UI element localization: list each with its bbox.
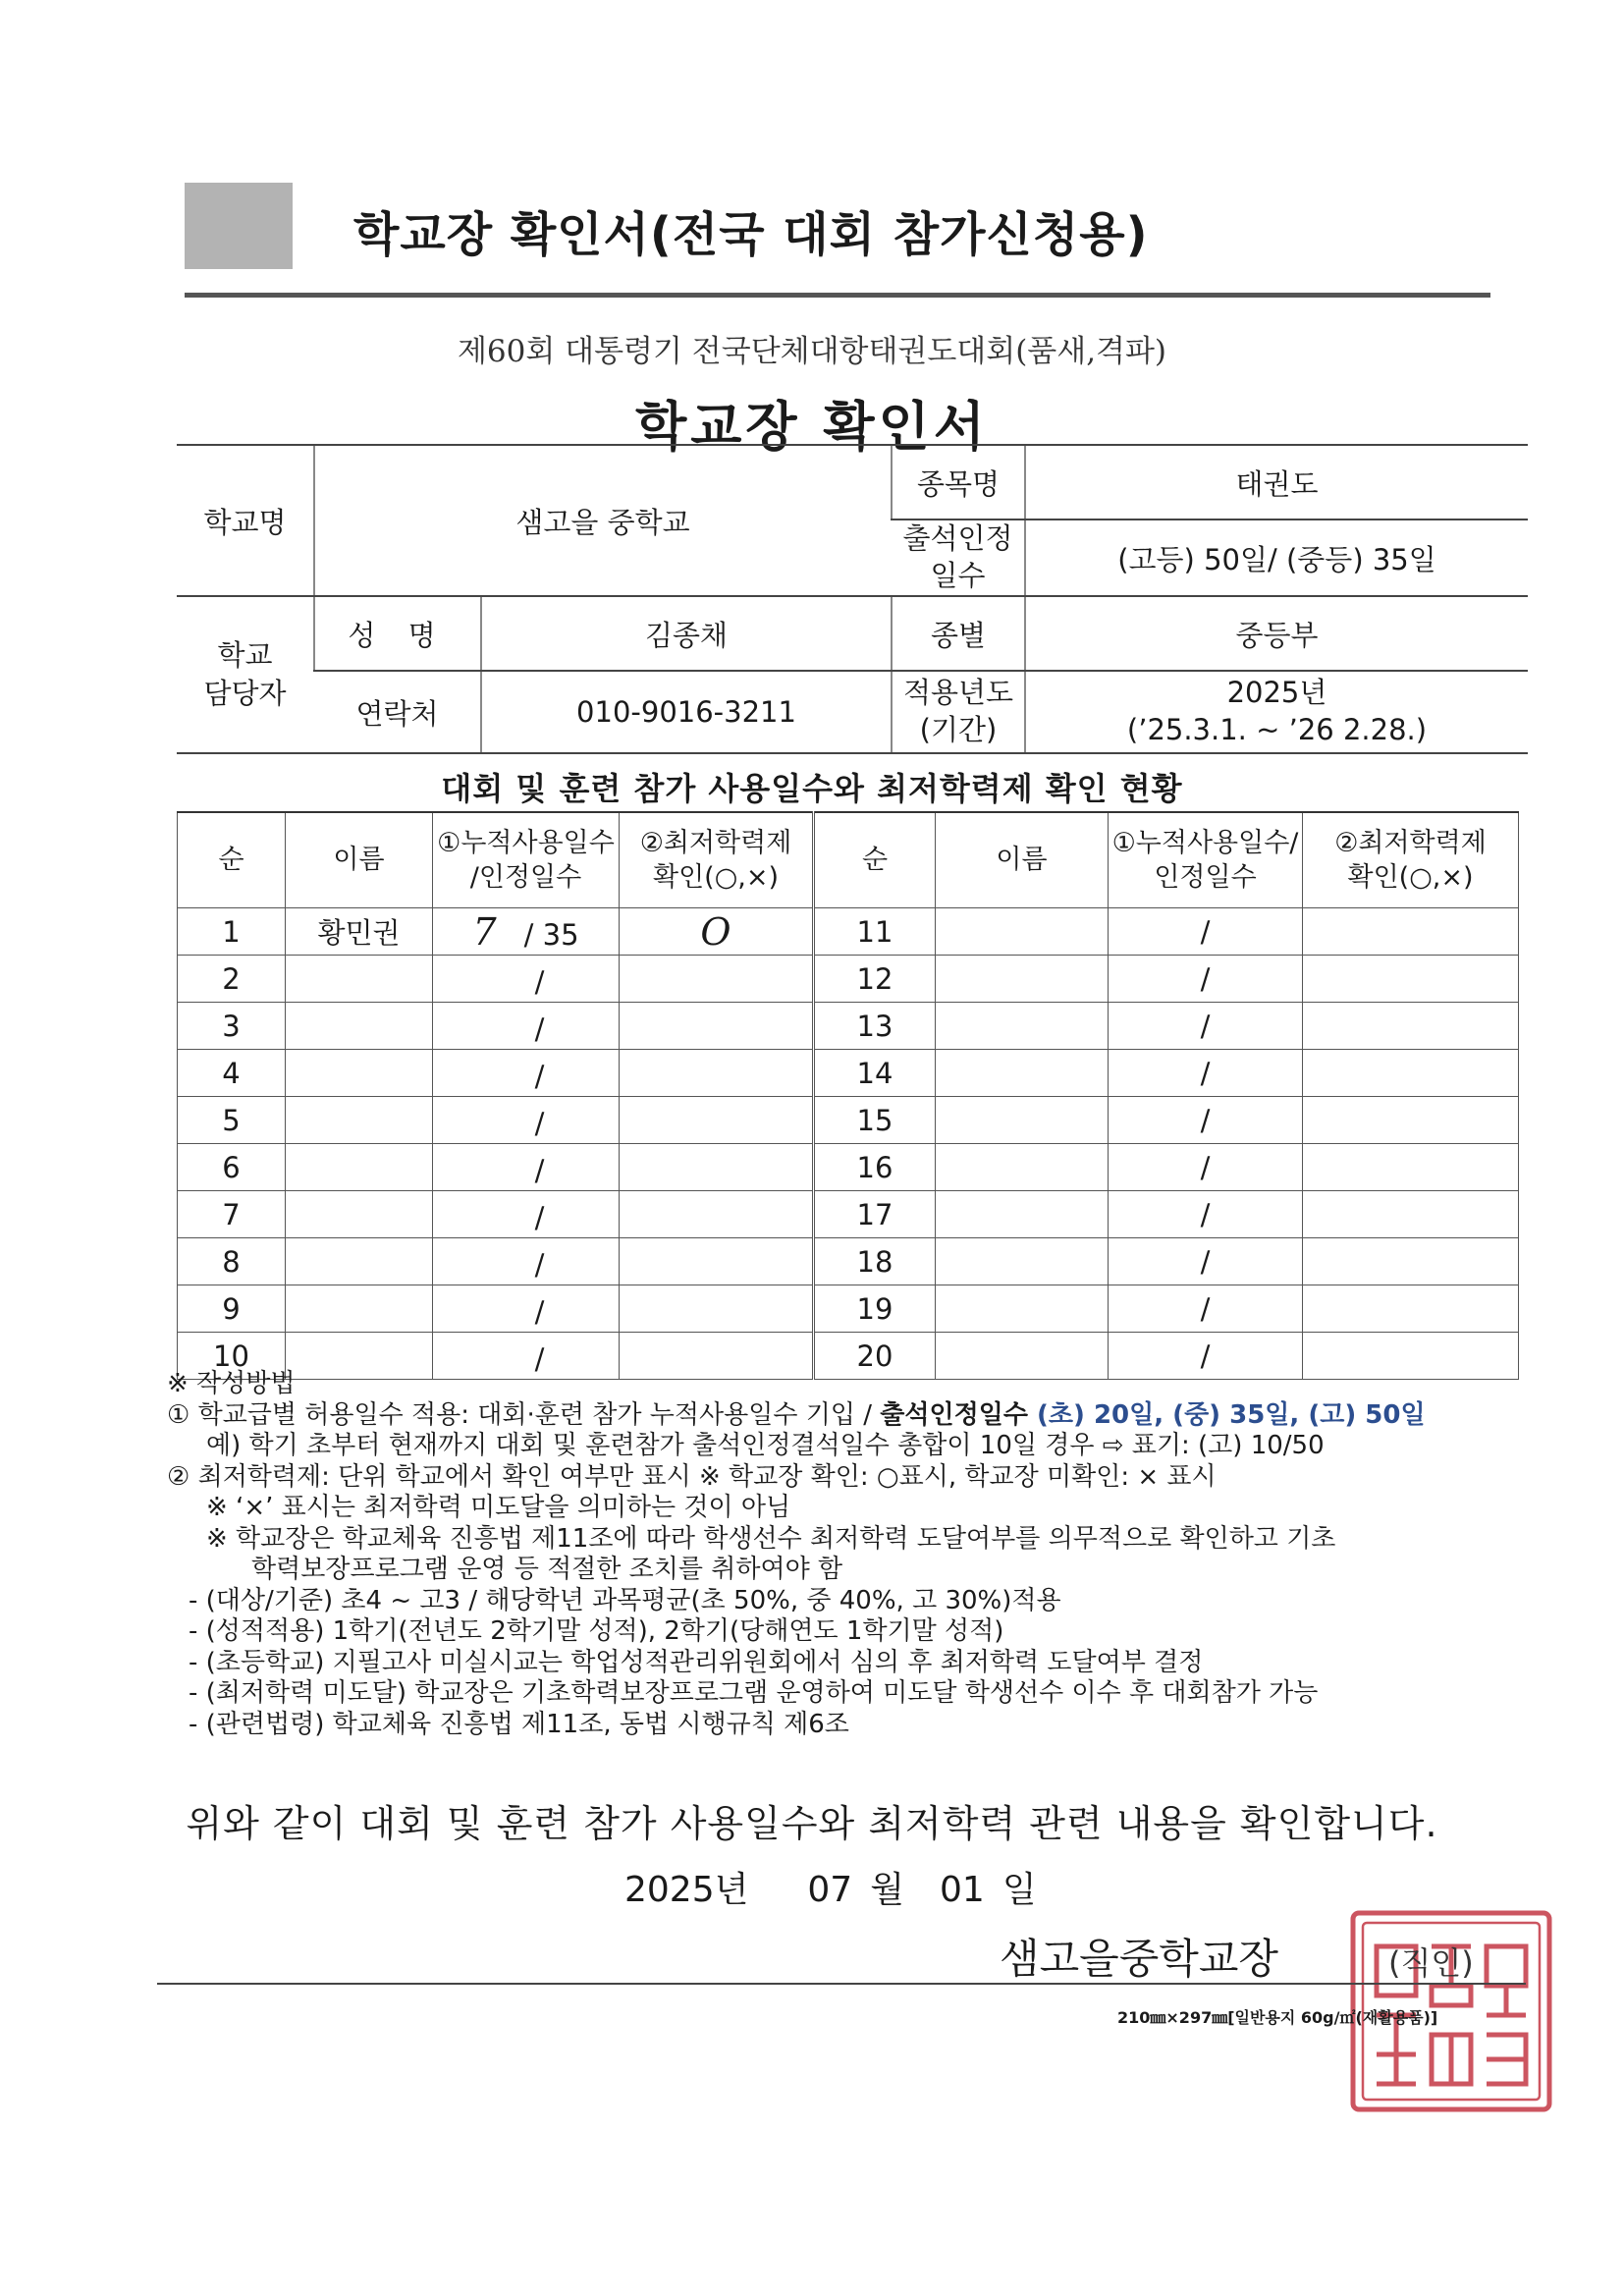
year-value: 2025년 (’25.3.1. ~ ’26 2.28.)	[1025, 671, 1528, 753]
form-header-title: 학교장 확인서(전국 대회 참가신청용)	[353, 207, 1149, 262]
school-name: 샘고을 중학교	[314, 445, 892, 596]
athlete-name	[286, 1191, 433, 1238]
days-allowed: / 35	[523, 917, 579, 952]
row-number-right: 20	[814, 1333, 936, 1380]
academic-check	[620, 1285, 814, 1333]
athlete-name	[286, 956, 433, 1003]
detail-3: - (초등학교) 지필고사 미실시교는 학업성적관리위원회에서 심의 후 최저학력 도달여부 결정	[189, 1647, 1204, 1677]
instructions	[167, 1369, 1542, 1740]
days-allowed: /	[534, 1059, 545, 1093]
days-allowed: /	[534, 1106, 545, 1140]
days-cell	[433, 1050, 620, 1097]
days-allowed: /	[534, 964, 545, 999]
row-number-right: 14	[814, 1050, 936, 1097]
days-right: /	[1109, 1333, 1303, 1380]
date-month: 07	[807, 1870, 853, 1910]
division-label: 종별	[892, 596, 1025, 671]
header-rule	[185, 293, 1490, 298]
days-cell	[433, 1238, 620, 1285]
academic-check-right	[1303, 1144, 1519, 1191]
athlete-name-right	[936, 1238, 1109, 1285]
col-header-check-right: ②최저학력제 확인(○,×)	[1303, 812, 1519, 908]
table-row	[178, 1285, 1519, 1333]
row-number: 3	[178, 1003, 286, 1050]
contact-value: 010-9016-3211	[481, 671, 892, 753]
row-number: 10	[178, 1333, 286, 1380]
academic-check-right	[1303, 1097, 1519, 1144]
days-allowed: /	[534, 1294, 545, 1329]
col-header-no: 순	[178, 812, 286, 908]
days-cell	[433, 908, 620, 956]
academic-check	[620, 956, 814, 1003]
note-2: ② 최저학력제: 단위 학교에서 확인 여부만 표시 ※ 학교장 확인: ○표시, 학교장 미확인: × 표시	[167, 1461, 1217, 1492]
row-number: 6	[178, 1144, 286, 1191]
athlete-name-right	[936, 1097, 1109, 1144]
row-number: 1	[178, 908, 286, 956]
note-1-example: 예) 학기 초부터 현재까지 대회 및 훈련참가 출석인정결석일수 총합이 10일 경우 ⇨ 표기: (고) 10/50	[206, 1431, 1325, 1460]
days-right: /	[1109, 1191, 1303, 1238]
confirmation-statement: 위와 같이 대회 및 훈련 참가 사용일수와 최저학력 관련 내용을 확인합니다.	[186, 1802, 1438, 1845]
row-number: 4	[178, 1050, 286, 1097]
days-cell	[433, 1003, 620, 1050]
days-allowed: /	[534, 1341, 545, 1376]
row-number-right: 19	[814, 1285, 936, 1333]
table-row	[178, 956, 1519, 1003]
note-2-b: ※ 학교장은 학교체육 진흥법 제11조에 따라 학생선수 최저학력 도달여부를 의무적으로 확인하고 기초	[206, 1523, 1336, 1554]
athlete-name-right	[936, 1050, 1109, 1097]
days-right: /	[1109, 1050, 1303, 1097]
contact-label: 연락처	[314, 671, 481, 753]
col-header-name-right: 이름	[936, 812, 1109, 908]
academic-check	[620, 1097, 814, 1144]
note-2-a: ※ ‘×’ 표시는 최저학력 미도달을 의미하는 것이 아님	[206, 1493, 791, 1522]
note-1	[167, 1400, 1542, 1432]
academic-check: O	[620, 908, 814, 956]
event-label: 종목명	[892, 445, 1025, 519]
days-allowed: /	[534, 1247, 545, 1282]
detail-4: - (최저학력 미도달) 학교장은 기초학력보장프로그램 운영하여 미도달 학생선수 이수 후 대회참가 가능	[189, 1678, 1319, 1708]
days-cell	[433, 956, 620, 1003]
col-header-check: ②최저학력제 확인(○,×)	[620, 812, 814, 908]
academic-check	[620, 1144, 814, 1191]
detail-5: - (관련법령) 학교체육 진흥법 제11조, 동법 시행규칙 제6조	[189, 1709, 849, 1739]
athlete-name: 황민권	[286, 908, 433, 956]
days-allowed: /	[534, 1011, 545, 1046]
athlete-name-right	[936, 1191, 1109, 1238]
athlete-name-right	[936, 908, 1109, 956]
date-line	[624, 1862, 1055, 1912]
row-number: 8	[178, 1238, 286, 1285]
section-title: 대회 및 훈련 참가 사용일수와 최저학력제 확인 현황	[441, 770, 1183, 807]
days-allowed: /	[534, 1200, 545, 1234]
athlete-name	[286, 1050, 433, 1097]
table-row	[178, 908, 1519, 956]
date-day-word: 일	[1001, 1870, 1037, 1910]
row-number-right: 15	[814, 1097, 936, 1144]
row-number: 2	[178, 956, 286, 1003]
division-value: 중등부	[1025, 596, 1528, 671]
date-day: 01	[940, 1870, 985, 1910]
note-1-bold: 출석인정일수	[880, 1399, 1028, 1430]
detail-2: - (성적적용) 1학기(전년도 2학기말 성적), 2학기(당해연도 1학기말 성적)	[189, 1616, 1004, 1646]
attend-value: (고등) 50일/ (중등) 35일	[1025, 519, 1528, 596]
document-title: 학교장 확인서	[635, 396, 989, 458]
staff-label: 학교 담당자	[177, 596, 314, 753]
row-number-right: 13	[814, 1003, 936, 1050]
name-label: 성 명	[314, 596, 481, 671]
days-cell	[433, 1191, 620, 1238]
row-number: 9	[178, 1285, 286, 1333]
athlete-name	[286, 1238, 433, 1285]
attend-label: 출석인정 일수	[892, 519, 1025, 596]
instructions-heading: ※ 작성방법	[167, 1369, 296, 1398]
col-header-no-right: 순	[814, 812, 936, 908]
academic-check-right	[1303, 1285, 1519, 1333]
event-name: 제60회 대통령기 전국단체대항태권도대회(품새,격파)	[457, 334, 1167, 369]
roster-table	[177, 811, 1519, 1380]
bottom-rule	[157, 1983, 1526, 1985]
paper-spec: 210㎜×297㎜[일반용지 60g/㎡(재활용품)]	[1117, 2008, 1438, 2027]
principal-name: 샘고을중학교장	[1000, 1935, 1279, 1983]
days-cell	[433, 1144, 620, 1191]
days-right: /	[1109, 1285, 1303, 1333]
academic-check-right	[1303, 1191, 1519, 1238]
date-month-word: 월	[870, 1870, 904, 1910]
athlete-name-right	[936, 956, 1109, 1003]
event-value: 태권도	[1025, 445, 1528, 519]
row-number-right: 16	[814, 1144, 936, 1191]
academic-check-right	[1303, 1003, 1519, 1050]
athlete-name	[286, 1003, 433, 1050]
days-right: /	[1109, 908, 1303, 956]
row-number: 7	[178, 1191, 286, 1238]
academic-check	[620, 1191, 814, 1238]
year-label: 적용년도 (기간)	[892, 671, 1025, 753]
row-number: 5	[178, 1097, 286, 1144]
table-row	[178, 1238, 1519, 1285]
days-right: /	[1109, 1003, 1303, 1050]
days-right: /	[1109, 1144, 1303, 1191]
note-1-text: ① 학교급별 허용일수 적용: 대회·훈련 참가 누적사용일수 기입 /	[167, 1399, 881, 1430]
days-right: /	[1109, 1238, 1303, 1285]
header-gray-block	[185, 183, 293, 269]
table-row	[178, 1191, 1519, 1238]
table-row	[178, 1050, 1519, 1097]
date-year: 2025년	[624, 1870, 749, 1910]
row-number-right: 11	[814, 908, 936, 956]
col-header-days-right: ①누적사용일수/ 인정일수	[1109, 812, 1303, 908]
name-value: 김종채	[481, 596, 892, 671]
academic-check-right	[1303, 956, 1519, 1003]
row-number-right: 18	[814, 1238, 936, 1285]
academic-check	[620, 1050, 814, 1097]
school-info-table	[177, 444, 1528, 754]
athlete-name	[286, 1144, 433, 1191]
col-header-days: ①누적사용일수 /인정일수	[433, 812, 620, 908]
table-row	[178, 1003, 1519, 1050]
table-row	[178, 1144, 1519, 1191]
academic-check-right	[1303, 908, 1519, 956]
seal-label: (직인)	[1388, 1944, 1474, 1982]
row-number-right: 17	[814, 1191, 936, 1238]
table-row	[178, 1097, 1519, 1144]
note-1-limits: (초) 20일, (중) 35일, (고) 50일	[1027, 1399, 1426, 1430]
academic-check-right	[1303, 1238, 1519, 1285]
athlete-name	[286, 1097, 433, 1144]
days-used: 7	[472, 909, 497, 954]
academic-check	[620, 1003, 814, 1050]
days-right: /	[1109, 1097, 1303, 1144]
athlete-name-right	[936, 1003, 1109, 1050]
days-allowed: /	[534, 1153, 545, 1187]
athlete-name-right	[936, 1285, 1109, 1333]
days-right: /	[1109, 956, 1303, 1003]
days-cell	[433, 1285, 620, 1333]
academic-check-right	[1303, 1050, 1519, 1097]
days-cell	[433, 1097, 620, 1144]
athlete-name	[286, 1285, 433, 1333]
note-2-c: 학력보장프로그램 운영 등 적절한 조치를 취하여야 함	[251, 1555, 843, 1584]
academic-check	[620, 1238, 814, 1285]
col-header-name: 이름	[286, 812, 433, 908]
detail-1: - (대상/기준) 초4 ~ 고3 / 해당학년 과목평균(초 50%, 중 40%, 고 30%)적용	[189, 1585, 1061, 1615]
athlete-name-right	[936, 1144, 1109, 1191]
school-label: 학교명	[177, 445, 314, 596]
row-number-right: 12	[814, 956, 936, 1003]
